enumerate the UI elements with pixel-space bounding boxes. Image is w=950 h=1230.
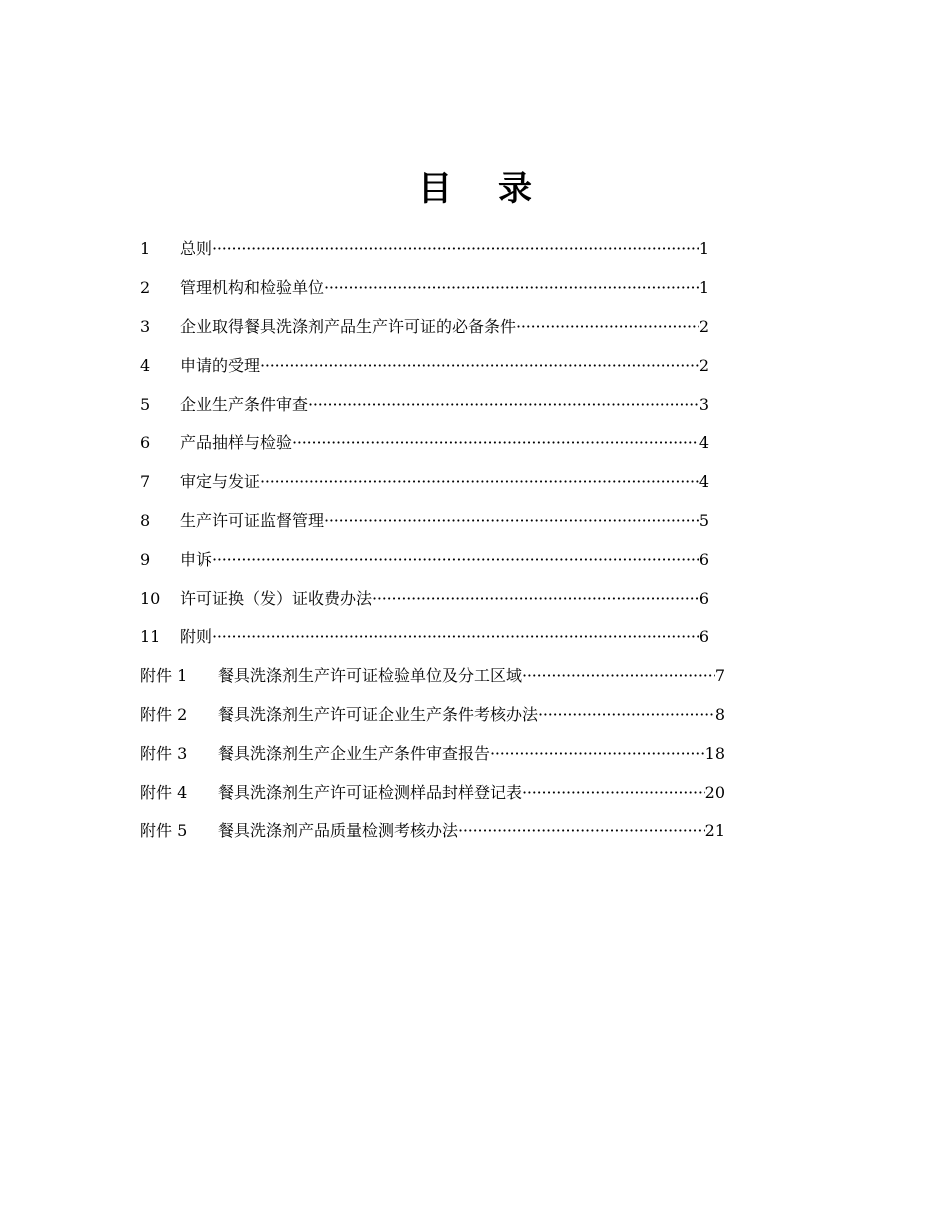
dot-leader — [458, 820, 705, 842]
toc-entry-number: 3 — [140, 316, 151, 336]
toc-entry-number: 6 — [140, 433, 151, 453]
dot-leader — [324, 277, 699, 299]
toc-entry-title: 餐具洗涤剂生产许可证企业生产条件考核办法 — [218, 704, 539, 724]
toc-entry-page: 1 — [698, 278, 709, 298]
toc-entry-title: 餐具洗涤剂产品质量检测考核办法 — [218, 821, 459, 841]
toc-entry-title: 许可证换（发）证收费办法 — [180, 588, 373, 608]
table-of-contents — [140, 230, 725, 851]
toc-entry-page: 4 — [698, 472, 709, 492]
dot-leader — [260, 471, 699, 493]
title-char-1: 目 — [418, 168, 452, 209]
toc-entry-number: 2 — [140, 278, 151, 298]
dot-leader — [212, 238, 699, 260]
toc-entry-page: 6 — [698, 549, 709, 569]
toc-entry-title: 企业取得餐具洗涤剂产品生产许可证的必备条件 — [180, 316, 517, 336]
toc-entry-number: 9 — [140, 549, 151, 569]
toc-entry-2[interactable] — [140, 269, 725, 308]
toc-entry-number: 7 — [140, 472, 151, 492]
dot-leader — [260, 355, 699, 377]
toc-entry-title: 餐具洗涤剂生产许可证检测样品封样登记表 — [218, 782, 523, 802]
toc-entry-number: 附件 3 — [140, 743, 188, 763]
dot-leader — [490, 743, 705, 765]
toc-entry-title: 餐具洗涤剂生产企业生产条件审查报告 — [218, 743, 491, 763]
toc-entry-number: 附件 5 — [140, 821, 188, 841]
toc-entry-number: 1 — [140, 239, 151, 259]
toc-entry-number: 附件 2 — [140, 704, 188, 724]
toc-attachment-1[interactable] — [140, 657, 725, 696]
toc-entry-page: 21 — [704, 821, 725, 841]
toc-entry-title: 产品抽样与检验 — [180, 433, 293, 453]
dot-leader — [538, 704, 715, 726]
toc-entry-number: 5 — [140, 394, 151, 414]
page-title — [0, 165, 950, 213]
toc-entry-1[interactable] — [140, 230, 725, 269]
toc-entry-7[interactable] — [140, 463, 725, 502]
toc-entry-11[interactable] — [140, 618, 725, 657]
toc-entry-page: 8 — [714, 704, 725, 724]
toc-entry-page: 5 — [698, 510, 709, 530]
dot-leader — [516, 316, 699, 338]
toc-attachment-2[interactable] — [140, 696, 725, 735]
toc-entry-title: 申请的受理 — [180, 355, 261, 375]
toc-entry-number: 4 — [140, 355, 151, 375]
toc-entry-page: 4 — [698, 433, 709, 453]
dot-leader — [522, 665, 715, 687]
toc-entry-page: 3 — [698, 394, 709, 414]
toc-entry-4[interactable] — [140, 346, 725, 385]
toc-entry-page: 18 — [704, 743, 725, 763]
toc-entry-number: 附件 1 — [140, 666, 188, 686]
dot-leader — [324, 510, 699, 532]
toc-attachment-5[interactable] — [140, 812, 725, 851]
dot-leader — [522, 782, 705, 804]
toc-entry-page: 2 — [698, 316, 709, 336]
toc-entry-10[interactable] — [140, 579, 725, 618]
toc-entry-title: 审定与发证 — [180, 472, 261, 492]
dot-leader — [308, 394, 699, 416]
dot-leader — [212, 626, 699, 648]
toc-entry-number: 8 — [140, 510, 151, 530]
toc-entry-title: 总则 — [180, 239, 213, 259]
toc-entry-title: 企业生产条件审查 — [180, 394, 309, 414]
dot-leader — [372, 588, 699, 610]
toc-entry-page: 2 — [698, 355, 709, 375]
toc-attachment-3[interactable] — [140, 734, 725, 773]
toc-entry-title: 餐具洗涤剂生产许可证检验单位及分工区域 — [218, 666, 523, 686]
toc-entry-title: 申诉 — [180, 549, 213, 569]
toc-entry-8[interactable] — [140, 502, 725, 541]
toc-entry-6[interactable] — [140, 424, 725, 463]
dot-leader — [212, 549, 699, 571]
toc-entry-5[interactable] — [140, 385, 725, 424]
title-char-2: 录 — [498, 168, 532, 209]
toc-entry-page: 6 — [698, 627, 709, 647]
dot-leader — [292, 432, 699, 454]
toc-entry-page: 6 — [698, 588, 709, 608]
toc-entry-title: 生产许可证监督管理 — [180, 510, 325, 530]
toc-entry-number: 11 — [140, 627, 161, 647]
toc-entry-number: 10 — [140, 588, 161, 608]
toc-entry-page: 20 — [704, 782, 725, 802]
toc-entry-title: 附则 — [180, 627, 213, 647]
toc-entry-number: 附件 4 — [140, 782, 188, 802]
toc-entry-3[interactable] — [140, 308, 725, 347]
toc-entry-title: 管理机构和检验单位 — [180, 278, 325, 298]
toc-entry-page: 1 — [698, 239, 709, 259]
toc-attachment-4[interactable] — [140, 773, 725, 812]
toc-entry-page: 7 — [714, 666, 725, 686]
toc-entry-9[interactable] — [140, 540, 725, 579]
